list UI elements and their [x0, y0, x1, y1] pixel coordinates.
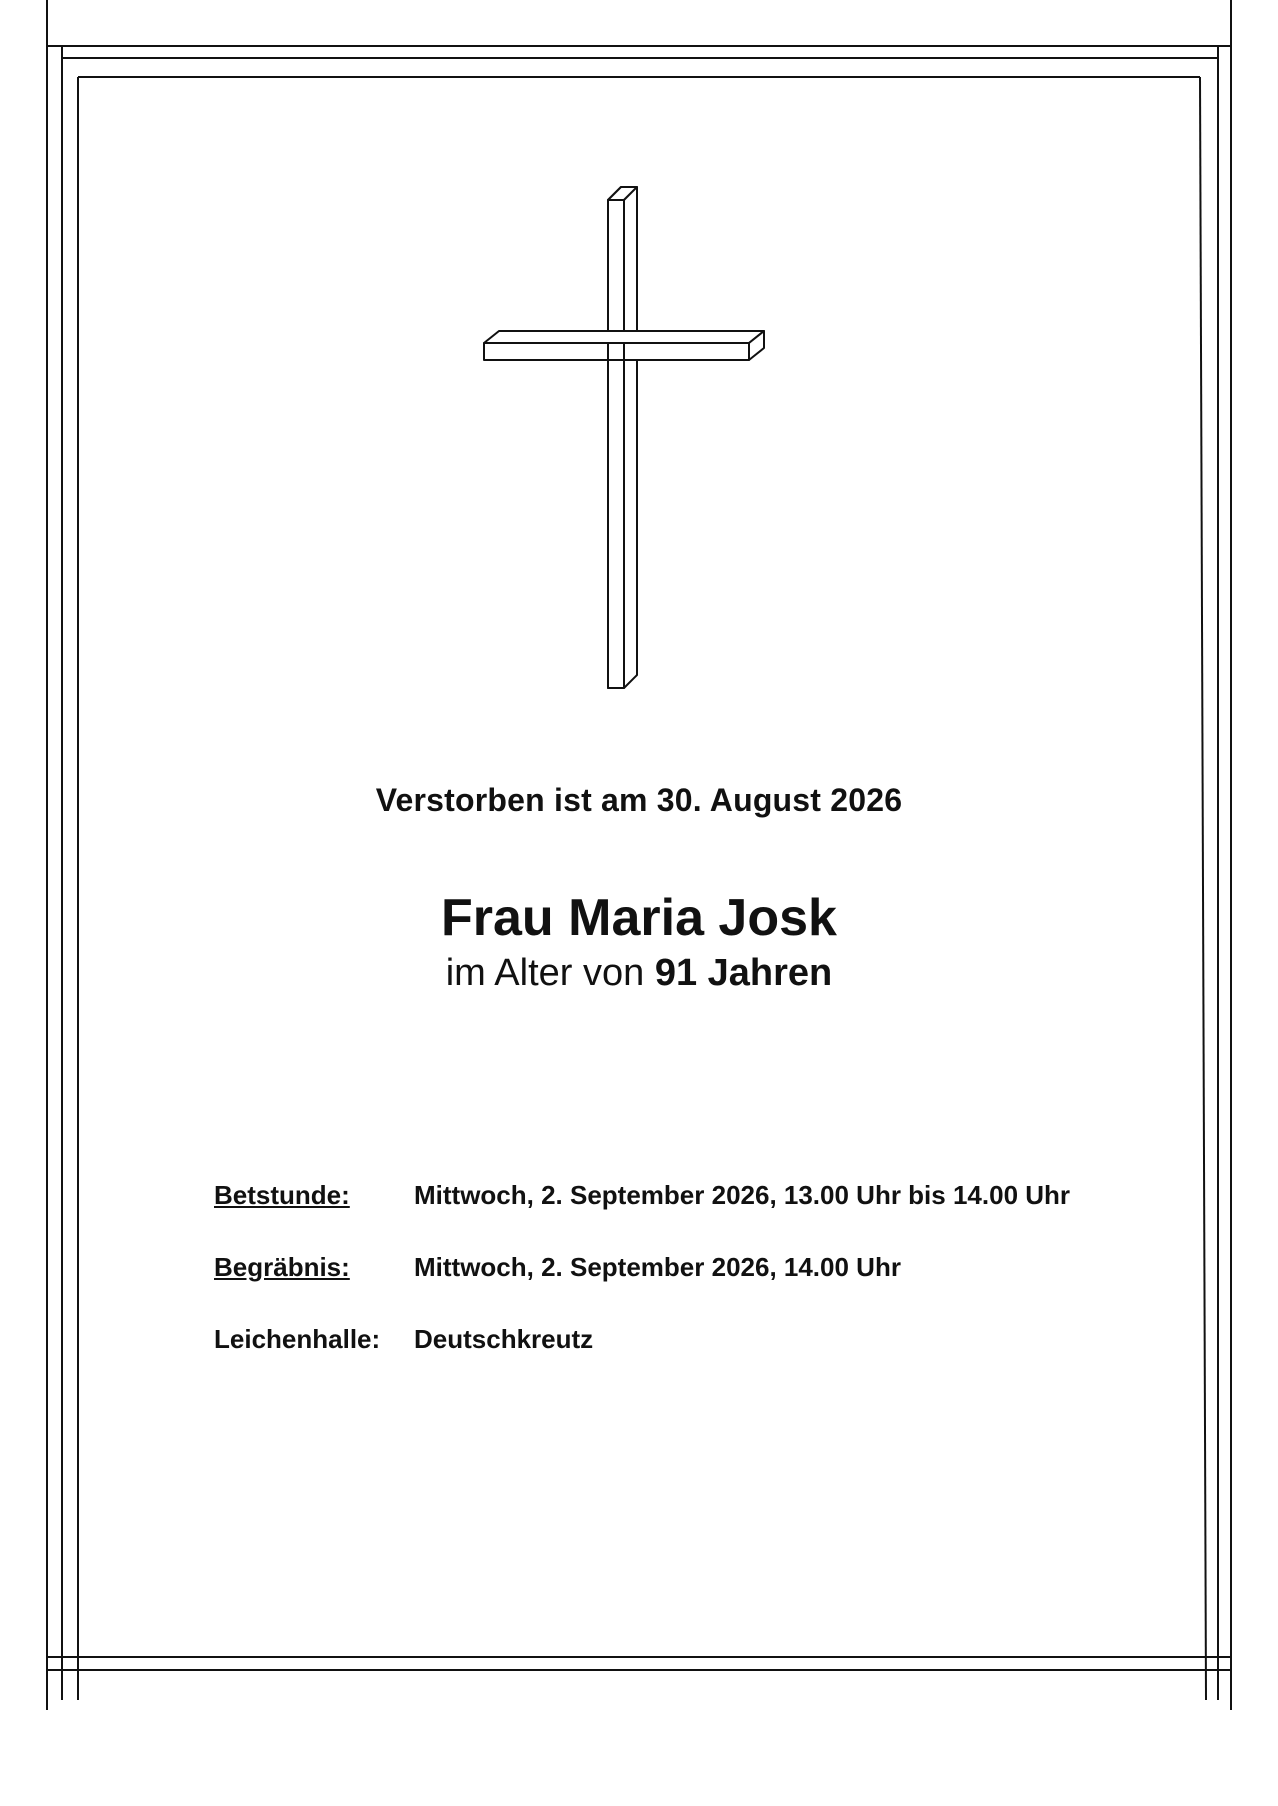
- detail-row-mortuary: [214, 1324, 1070, 1396]
- detail-label: Leichenhalle:: [214, 1324, 381, 1354]
- funeral-details: [214, 1180, 1070, 1396]
- detail-value: Mittwoch, 2. September 2026, 13.00 Uhr bis 14.00 Uhr: [414, 1180, 1071, 1210]
- age-prefix: im Alter von: [445, 952, 645, 994]
- death-announcement: Verstorben ist am 30. August 2026: [375, 782, 903, 818]
- age-value: 91 Jahren: [654, 952, 833, 994]
- detail-value: Mittwoch, 2. September 2026, 14.00 Uhr: [414, 1252, 901, 1282]
- detail-value: Deutschkreutz: [414, 1324, 594, 1354]
- cross-icon: [470, 180, 770, 690]
- detail-row-burial: [214, 1252, 1070, 1324]
- detail-label: Betstunde:: [214, 1180, 350, 1210]
- detail-label: Begräbnis:: [214, 1252, 350, 1282]
- detail-row-prayer: [214, 1180, 1070, 1252]
- deceased-name: Frau Maria Josk: [441, 889, 837, 947]
- age-line: [0, 952, 1278, 995]
